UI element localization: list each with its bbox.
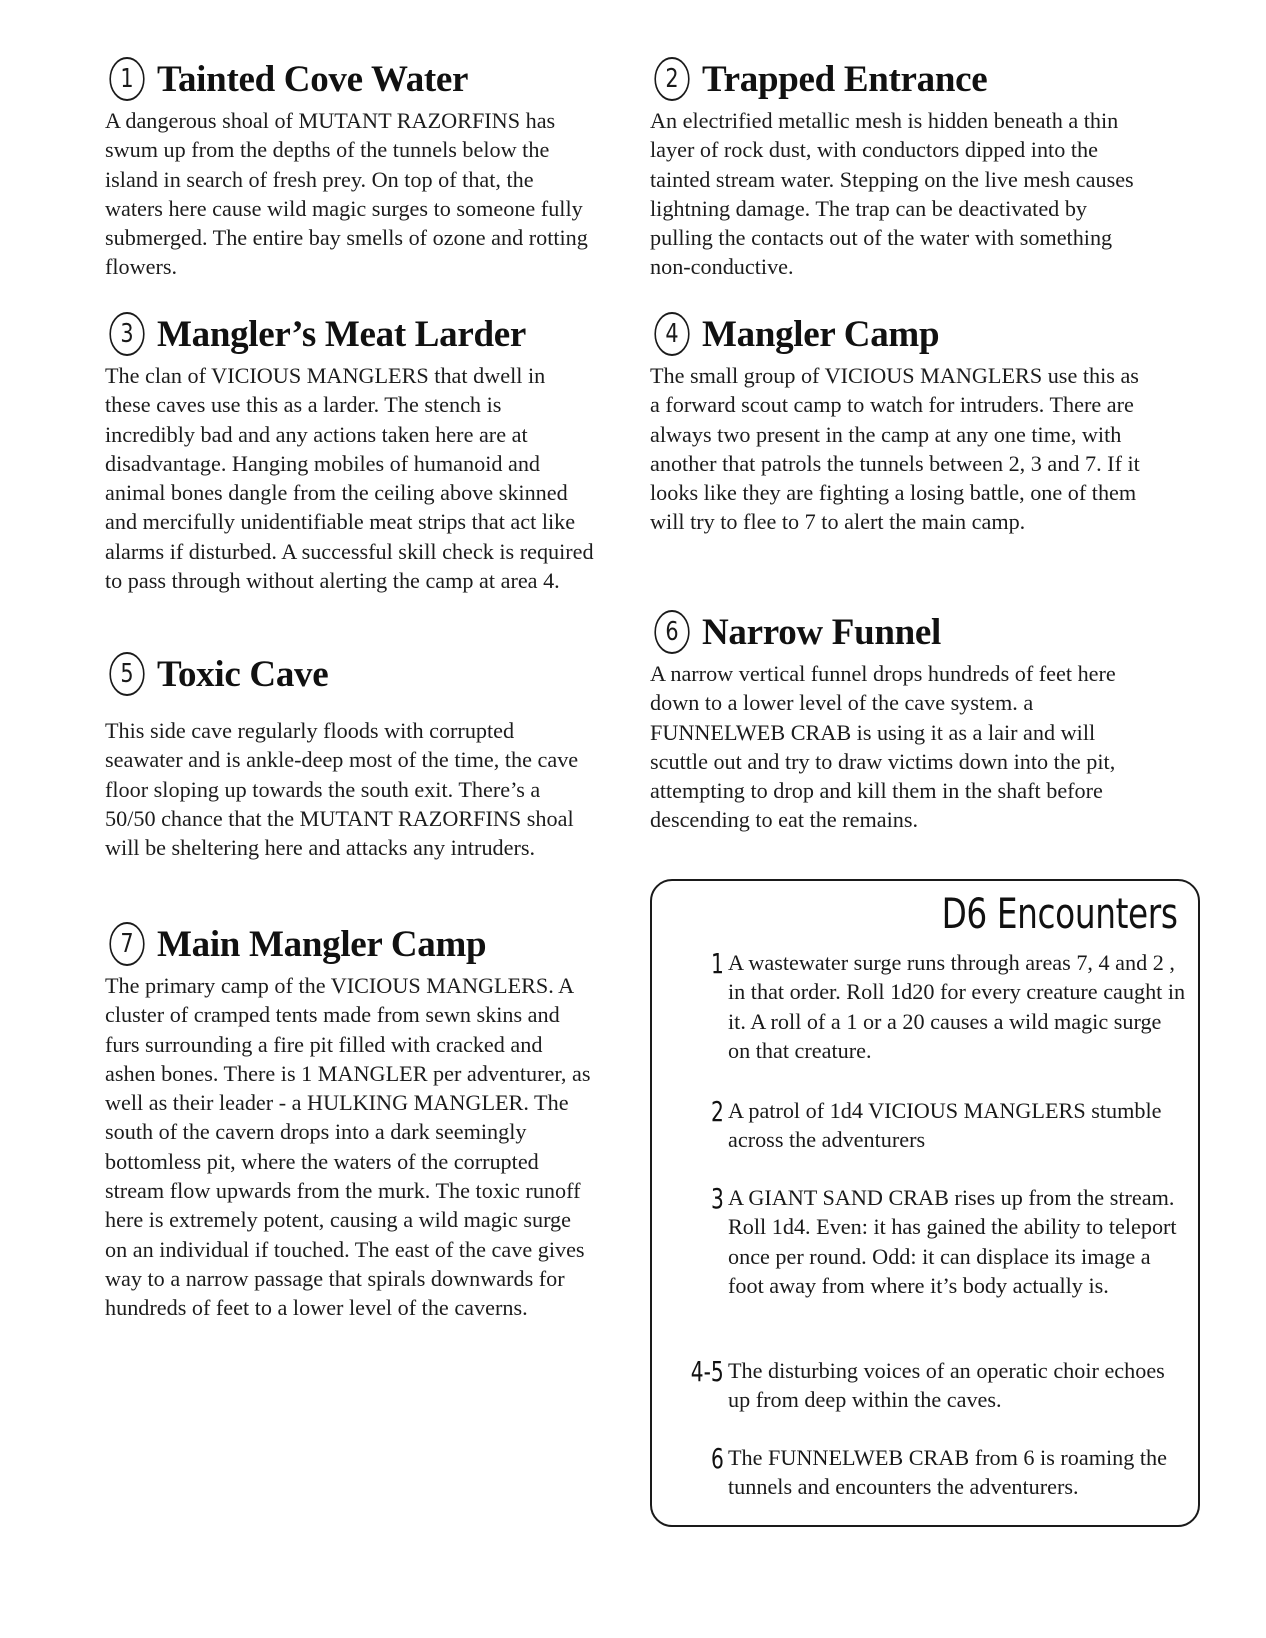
area-title: Tainted Cove Water xyxy=(157,58,469,100)
area-title: Toxic Cave xyxy=(157,653,329,695)
area-number-badge: 5 xyxy=(109,652,144,696)
area-1-section xyxy=(105,55,595,282)
encounter-roll: 2 xyxy=(711,1095,724,1128)
area-title: Narrow Funnel xyxy=(702,611,942,653)
area-title: Mangler’s Meat Larder xyxy=(157,313,527,355)
area-number-badge: 4 xyxy=(654,312,689,356)
area-3-section xyxy=(105,310,595,595)
encounter-text: The disturbing voices of an operatic choir echoes up from deep within the caves. xyxy=(728,1358,1165,1413)
area-description: This side cave regularly floods with corrupted seawater and is ankle-deep most of the time, the cave floor sloping up towards the south exit. There’s a 50/50 chance that the MUTANT RAZORFINS shoal will be sheltering here and attacks any intruders. xyxy=(105,718,579,861)
area-title: Main Mangler Camp xyxy=(157,923,487,965)
area-7-heading xyxy=(105,920,595,968)
area-7-section xyxy=(105,920,595,1323)
area-number-badge: 3 xyxy=(109,312,144,356)
d6-encounters-box xyxy=(650,879,1200,1527)
area-number-badge: 1 xyxy=(109,57,144,101)
area-number-badge: 2 xyxy=(654,57,689,101)
encounter-roll: 1 xyxy=(711,947,724,980)
area-2-heading xyxy=(650,55,1140,103)
area-description: The primary camp of the VICIOUS MANGLERS. A cluster of cramped tents made from sewn skins and furs surrounding a fire pit filled with cracked and ashen bones. There is 1 MANGLER per adventurer, as well as their leader - a HULKING MANGLER. The south of the cavern drops into a dark seemingly bottomless pit, where the waters of the corrupted stream flow upwards from the murk. The toxic runoff here is extremely potent, causing a wild magic surge on an individual if touched. The east of the cave gives way to a narrow passage that spirals downwards for hundreds of feet to a lower level of the caverns. xyxy=(105,973,591,1321)
area-description: A narrow vertical funnel drops hundreds of feet here down to a lower level of the cave system. a FUNNELWEB CRAB is using it as a lair and will scuttle out and try to draw victims down into the pit, attempting to drop and kill them in the shaft before descending to eat the remains. xyxy=(650,661,1116,833)
area-5-heading xyxy=(105,650,595,698)
encounter-text: A patrol of 1d4 VICIOUS MANGLERS stumble across the adventurers xyxy=(728,1098,1162,1153)
area-title: Trapped Entrance xyxy=(702,58,988,100)
encounter-roll: 3 xyxy=(711,1182,724,1215)
area-title: Mangler Camp xyxy=(702,313,940,355)
encounters-title: D6 Encounters xyxy=(942,889,1178,938)
area-description: The small group of VICIOUS MANGLERS use this as a forward scout camp to watch for intruders. There are always two present in the camp at any one time, with another that patrols the tunnels between 2, 3 and 7. If it looks like they are fighting a losing battle, one of them will try to flee to 7 to alert the main camp. xyxy=(650,363,1140,535)
area-5-section xyxy=(105,650,595,862)
encounter-roll: 4-5 xyxy=(691,1355,724,1388)
encounter-text: A GIANT SAND CRAB rises up from the stream. Roll 1d4. Even: it has gained the ability to teleport once per round. Odd: it can displace its image a foot away from where it’s body actually is. xyxy=(728,1185,1177,1298)
area-1-heading xyxy=(105,55,595,103)
encounter-roll: 6 xyxy=(711,1442,724,1475)
area-4-heading xyxy=(650,310,1140,358)
area-3-heading xyxy=(105,310,595,358)
area-4-section xyxy=(650,310,1140,537)
area-2-section xyxy=(650,55,1140,282)
encounter-text: A wastewater surge runs through areas 7, 4 and 2 , in that order. Roll 1d20 for every creature caught in it. A roll of a 1 or a 20 causes a wild magic surge on that creature. xyxy=(728,950,1186,1063)
area-description: An electrified metallic mesh is hidden beneath a thin layer of rock dust, with conductors dipped into the tainted stream water. Stepping on the live mesh causes lightning damage. The trap can be deactivated by pulling the contacts out of the water with something non-conductive. xyxy=(650,108,1134,280)
area-6-section xyxy=(650,608,1140,835)
area-6-heading xyxy=(650,608,1140,656)
area-description: A dangerous shoal of MUTANT RAZORFINS has swum up from the depths of the tunnels below the island in search of fresh prey. On top of that, the waters here cause wild magic surges to someone fully submerged. The entire bay smells of ozone and rotting flowers. xyxy=(105,108,588,280)
area-description: The clan of VICIOUS MANGLERS that dwell in these caves use this as a larder. The stench is incredibly bad and any actions taken here are at disadvantage. Hanging mobiles of humanoid and animal bones dangle from the ceiling above skinned and mercifully unidentifiable meat strips that act like alarms if disturbed. A successful skill check is required to pass through without alerting the camp at area 4. xyxy=(105,363,594,594)
encounter-text: The FUNNELWEB CRAB from 6 is roaming the tunnels and encounters the adventurers. xyxy=(728,1445,1167,1500)
area-number-badge: 6 xyxy=(654,610,689,654)
area-number-badge: 7 xyxy=(109,922,144,966)
